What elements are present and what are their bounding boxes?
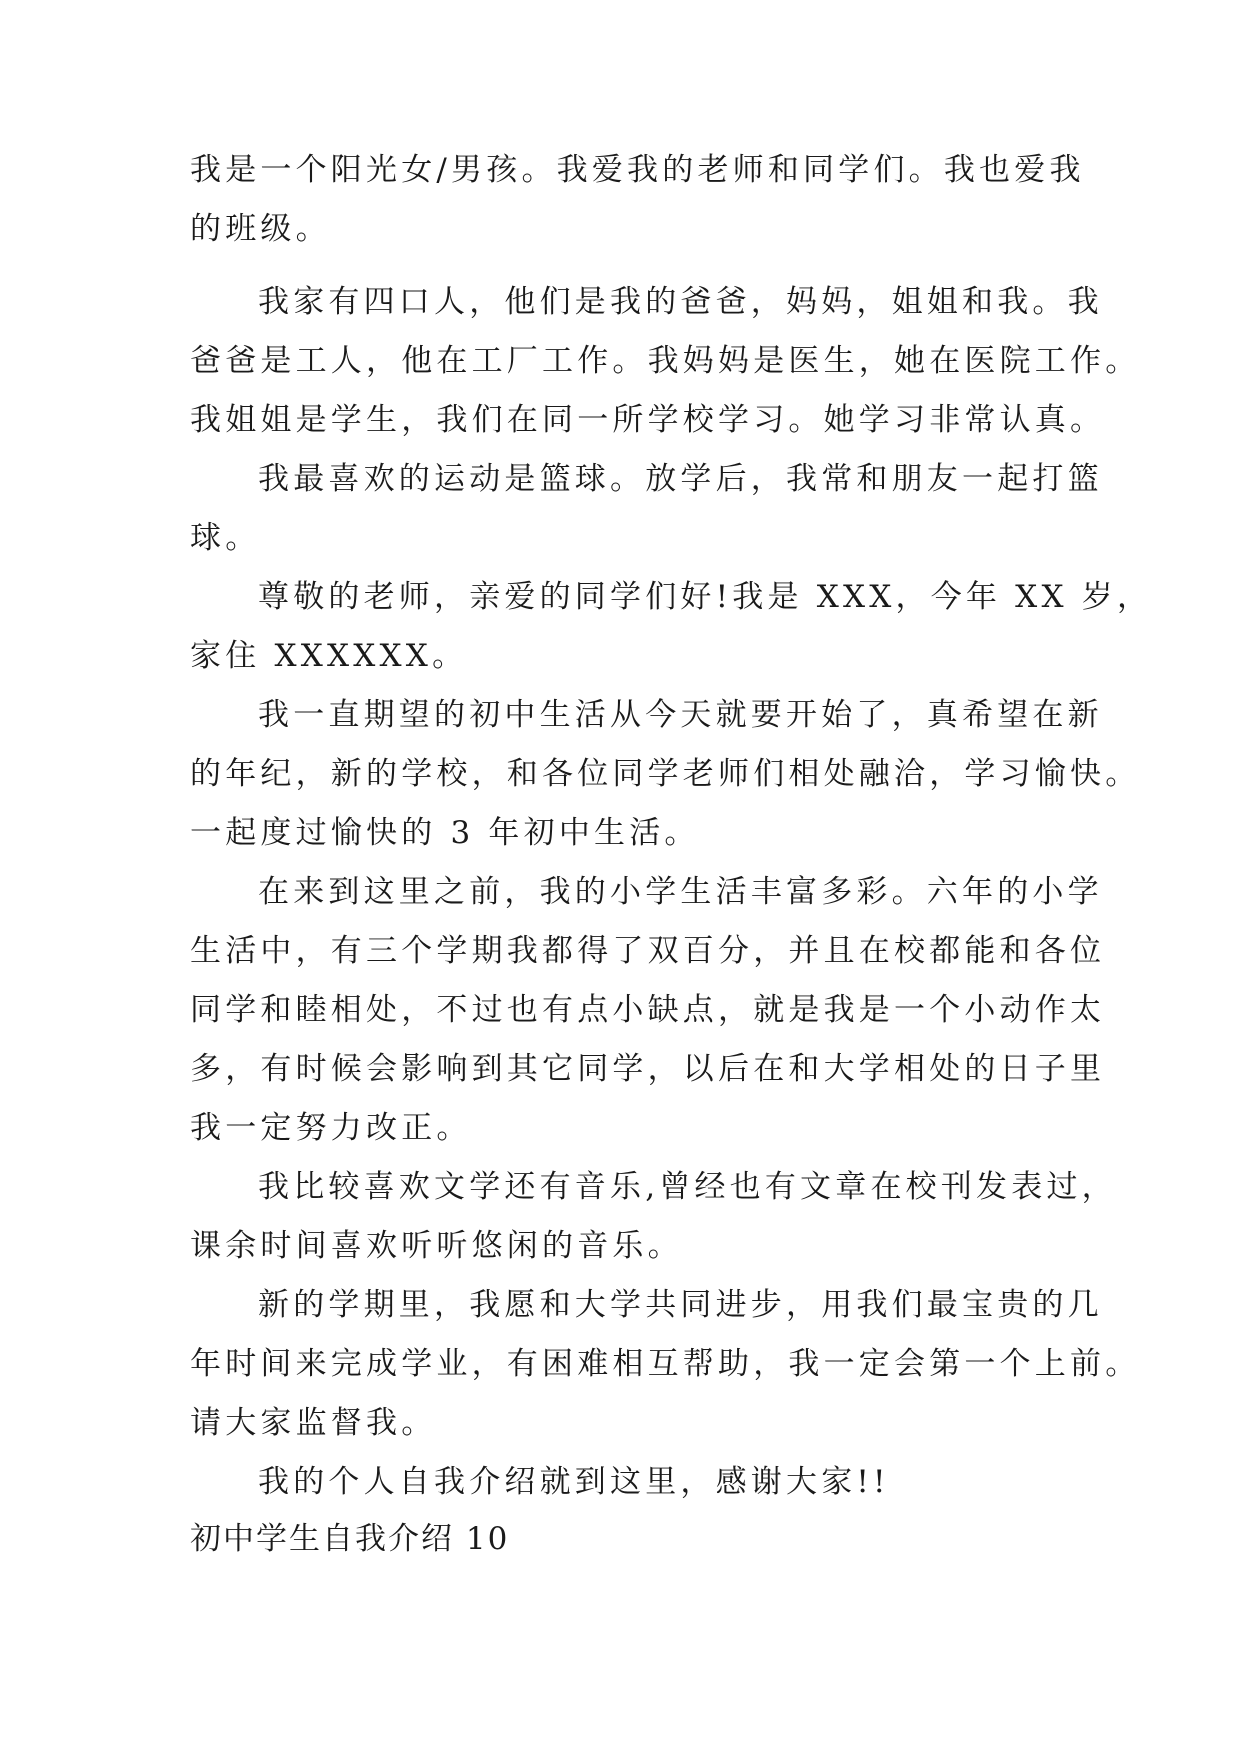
text-line: 我一定努力改正。 [190,1110,472,1146]
text-line: 尊敬的老师，亲爱的同学们好!我是 XXX，今年 XX 岁， [258,579,1153,615]
text-line: 同学和睦相处，不过也有点小缺点，就是我是一个小动作太 [190,992,1106,1028]
text-line: 我最喜欢的运动是篮球。放学后，我常和朋友一起打篮 [258,461,1103,497]
text-line: 一起度过愉快的 3 年初中生活。 [190,815,700,851]
text-line: 课余时间喜欢听听悠闲的音乐。 [190,1228,683,1264]
text-line: 我比较喜欢文学还有音乐,曾经也有文章在校刊发表过， [258,1169,1117,1205]
text-line: 我的个人自我介绍就到这里，感谢大家!! [258,1464,890,1500]
text-line: 我一直期望的初中生活从今天就要开始了，真希望在新 [258,697,1103,733]
text-line: 家住 XXXXXX。 [190,638,468,674]
text-line: 请大家监督我。 [190,1405,437,1441]
text-line: 我家有四口人，他们是我的爸爸，妈妈，姐姐和我。我 [258,284,1103,320]
text-line: 年时间来完成学业，有困难相互帮助，我一定会第一个上前。 [190,1346,1141,1382]
text-line: 多，有时候会影响到其它同学，以后在和大学相处的日子里 [190,1051,1106,1087]
text-line: 球。 [190,520,261,556]
text-line: 在来到这里之前，我的小学生活丰富多彩。六年的小学 [258,874,1103,910]
text-line: 新的学期里，我愿和大学共同进步，用我们最宝贵的几 [258,1287,1103,1323]
text-line: 我姐姐是学生，我们在同一所学校学习。她学习非常认真。 [190,402,1106,438]
text-line: 爸爸是工人，他在工厂工作。我妈妈是医生，她在医院工作。 [190,343,1141,379]
section-heading: 初中学生自我介绍 10 [190,1521,510,1557]
text-line: 的班级。 [190,211,331,247]
text-line: 我是一个阳光女/男孩。我爱我的老师和同学们。我也爱我 [190,152,1085,188]
text-line: 的年纪，新的学校，和各位同学老师们相处融洽，学习愉快。 [190,756,1141,792]
text-line: 生活中，有三个学期我都得了双百分，并且在校都能和各位 [190,933,1106,969]
